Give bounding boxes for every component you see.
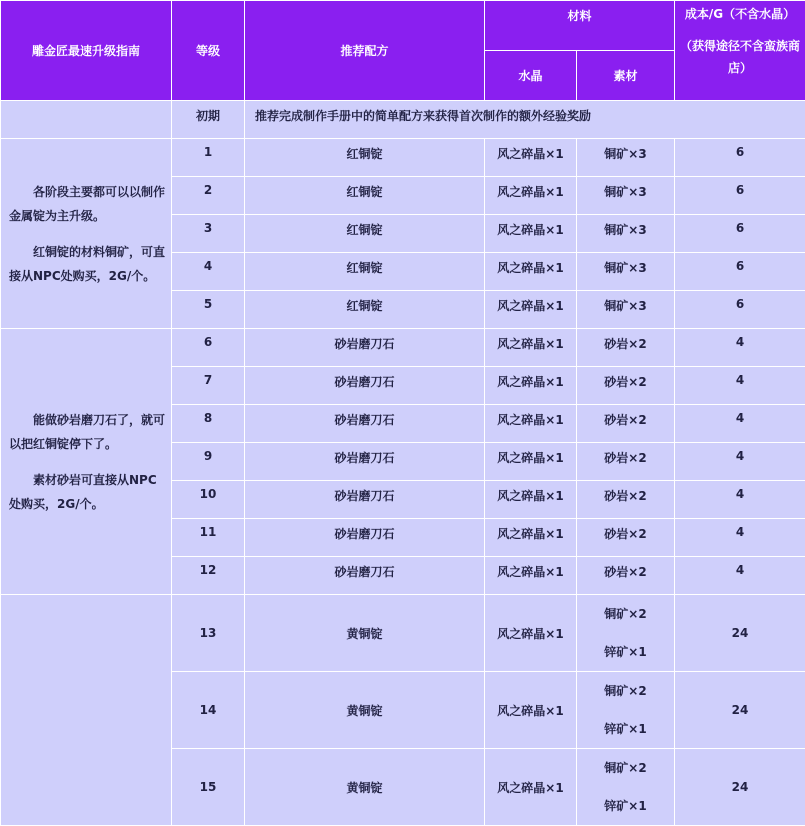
row-level: 1 xyxy=(172,139,245,177)
row-material-line: 铜矿×2 xyxy=(577,749,674,787)
row-level: 6 xyxy=(172,329,245,367)
row-level: 4 xyxy=(172,253,245,291)
row-cost: 4 xyxy=(675,367,805,405)
group-note xyxy=(1,329,172,595)
row-cost: 6 xyxy=(675,253,805,291)
row-crystal: 风之碎晶×1 xyxy=(485,177,577,215)
row-level: 13 xyxy=(172,595,245,672)
row-material: 砂岩×2 xyxy=(577,443,675,481)
group-note-line: 各阶段主要都可以以制作金属锭为主升级。 xyxy=(9,180,165,228)
row-cost: 4 xyxy=(675,481,805,519)
row-cost: 24 xyxy=(675,595,805,672)
group-note xyxy=(1,595,172,826)
row-level: 5 xyxy=(172,291,245,329)
row-crystal: 风之碎晶×1 xyxy=(485,481,577,519)
header-cost-line2: （获得途径不含蛮族商店） xyxy=(675,35,805,79)
row-cost: 6 xyxy=(675,291,805,329)
row-level: 10 xyxy=(172,481,245,519)
row-recipe: 黄铜锭 xyxy=(245,595,485,672)
row-crystal: 风之碎晶×1 xyxy=(485,595,577,672)
header-material: 素材 xyxy=(577,51,675,101)
header-title: 雕金匠最速升级指南 xyxy=(1,1,172,101)
row-recipe: 红铜锭 xyxy=(245,177,485,215)
row-material-line: 锌矿×1 xyxy=(577,633,674,671)
row-recipe: 砂岩磨刀石 xyxy=(245,367,485,405)
row-recipe: 红铜锭 xyxy=(245,253,485,291)
row-level: 14 xyxy=(172,672,245,749)
row-material-line: 铜矿×2 xyxy=(577,595,674,633)
row-level: 9 xyxy=(172,443,245,481)
row-recipe: 砂岩磨刀石 xyxy=(245,405,485,443)
row-recipe: 红铜锭 xyxy=(245,291,485,329)
group-note-line: 素材砂岩可直接从NPC处购买，2G/个。 xyxy=(9,468,165,516)
row-material: 铜矿×3 xyxy=(577,291,675,329)
row-material xyxy=(577,749,675,826)
row-crystal: 风之碎晶×1 xyxy=(485,557,577,595)
row-cost: 4 xyxy=(675,443,805,481)
row-cost: 4 xyxy=(675,519,805,557)
row-crystal: 风之碎晶×1 xyxy=(485,672,577,749)
header-cost-line1: 成本/G（不含水晶） xyxy=(675,3,805,25)
row-recipe: 砂岩磨刀石 xyxy=(245,481,485,519)
row-level: 11 xyxy=(172,519,245,557)
row-material-line: 锌矿×1 xyxy=(577,710,674,748)
header-recipe: 推荐配方 xyxy=(245,1,485,101)
row-crystal: 风之碎晶×1 xyxy=(485,139,577,177)
row-level: 15 xyxy=(172,749,245,826)
row-material xyxy=(577,595,675,672)
row-material: 砂岩×2 xyxy=(577,481,675,519)
header-cost xyxy=(675,1,805,101)
row-material: 砂岩×2 xyxy=(577,519,675,557)
row-cost: 4 xyxy=(675,405,805,443)
row-crystal: 风之碎晶×1 xyxy=(485,749,577,826)
group-note-line: 能做砂岩磨刀石了，就可以把红铜锭停下了。 xyxy=(9,408,165,456)
row-level: 12 xyxy=(172,557,245,595)
row-crystal: 风之碎晶×1 xyxy=(485,291,577,329)
row-material: 砂岩×2 xyxy=(577,329,675,367)
row-cost: 6 xyxy=(675,215,805,253)
row-level: 8 xyxy=(172,405,245,443)
row-recipe: 黄铜锭 xyxy=(245,672,485,749)
row-recipe: 砂岩磨刀石 xyxy=(245,557,485,595)
row-material: 砂岩×2 xyxy=(577,557,675,595)
row-recipe: 砂岩磨刀石 xyxy=(245,519,485,557)
row-cost: 4 xyxy=(675,557,805,595)
header-materials: 材料 xyxy=(485,1,675,51)
row-level: 3 xyxy=(172,215,245,253)
intro-text: 推荐完成制作手册中的简单配方来获得首次制作的额外经验奖励 xyxy=(245,101,805,139)
row-recipe: 砂岩磨刀石 xyxy=(245,443,485,481)
row-material: 砂岩×2 xyxy=(577,405,675,443)
row-crystal: 风之碎晶×1 xyxy=(485,329,577,367)
row-material xyxy=(577,672,675,749)
row-cost: 24 xyxy=(675,672,805,749)
row-material-line: 铜矿×2 xyxy=(577,672,674,710)
row-recipe: 红铜锭 xyxy=(245,139,485,177)
row-cost: 24 xyxy=(675,749,805,826)
row-material-line: 锌矿×1 xyxy=(577,787,674,825)
row-crystal: 风之碎晶×1 xyxy=(485,253,577,291)
row-level: 7 xyxy=(172,367,245,405)
header-crystal: 水晶 xyxy=(485,51,577,101)
intro-level: 初期 xyxy=(172,101,245,139)
row-crystal: 风之碎晶×1 xyxy=(485,443,577,481)
row-material: 铜矿×3 xyxy=(577,139,675,177)
group-note xyxy=(1,139,172,329)
intro-blank-cell xyxy=(1,101,172,139)
row-cost: 4 xyxy=(675,329,805,367)
row-material: 铜矿×3 xyxy=(577,177,675,215)
row-crystal: 风之碎晶×1 xyxy=(485,405,577,443)
row-crystal: 风之碎晶×1 xyxy=(485,367,577,405)
group-note-line: 红铜锭的材料铜矿，可直接从NPC处购买，2G/个。 xyxy=(9,240,165,288)
row-recipe: 砂岩磨刀石 xyxy=(245,329,485,367)
row-level: 2 xyxy=(172,177,245,215)
row-material: 铜矿×3 xyxy=(577,253,675,291)
row-recipe: 红铜锭 xyxy=(245,215,485,253)
row-crystal: 风之碎晶×1 xyxy=(485,215,577,253)
header-level: 等级 xyxy=(172,1,245,101)
row-crystal: 风之碎晶×1 xyxy=(485,519,577,557)
row-material: 砂岩×2 xyxy=(577,367,675,405)
row-recipe: 黄铜锭 xyxy=(245,749,485,826)
row-cost: 6 xyxy=(675,139,805,177)
row-material: 铜矿×3 xyxy=(577,215,675,253)
row-cost: 6 xyxy=(675,177,805,215)
